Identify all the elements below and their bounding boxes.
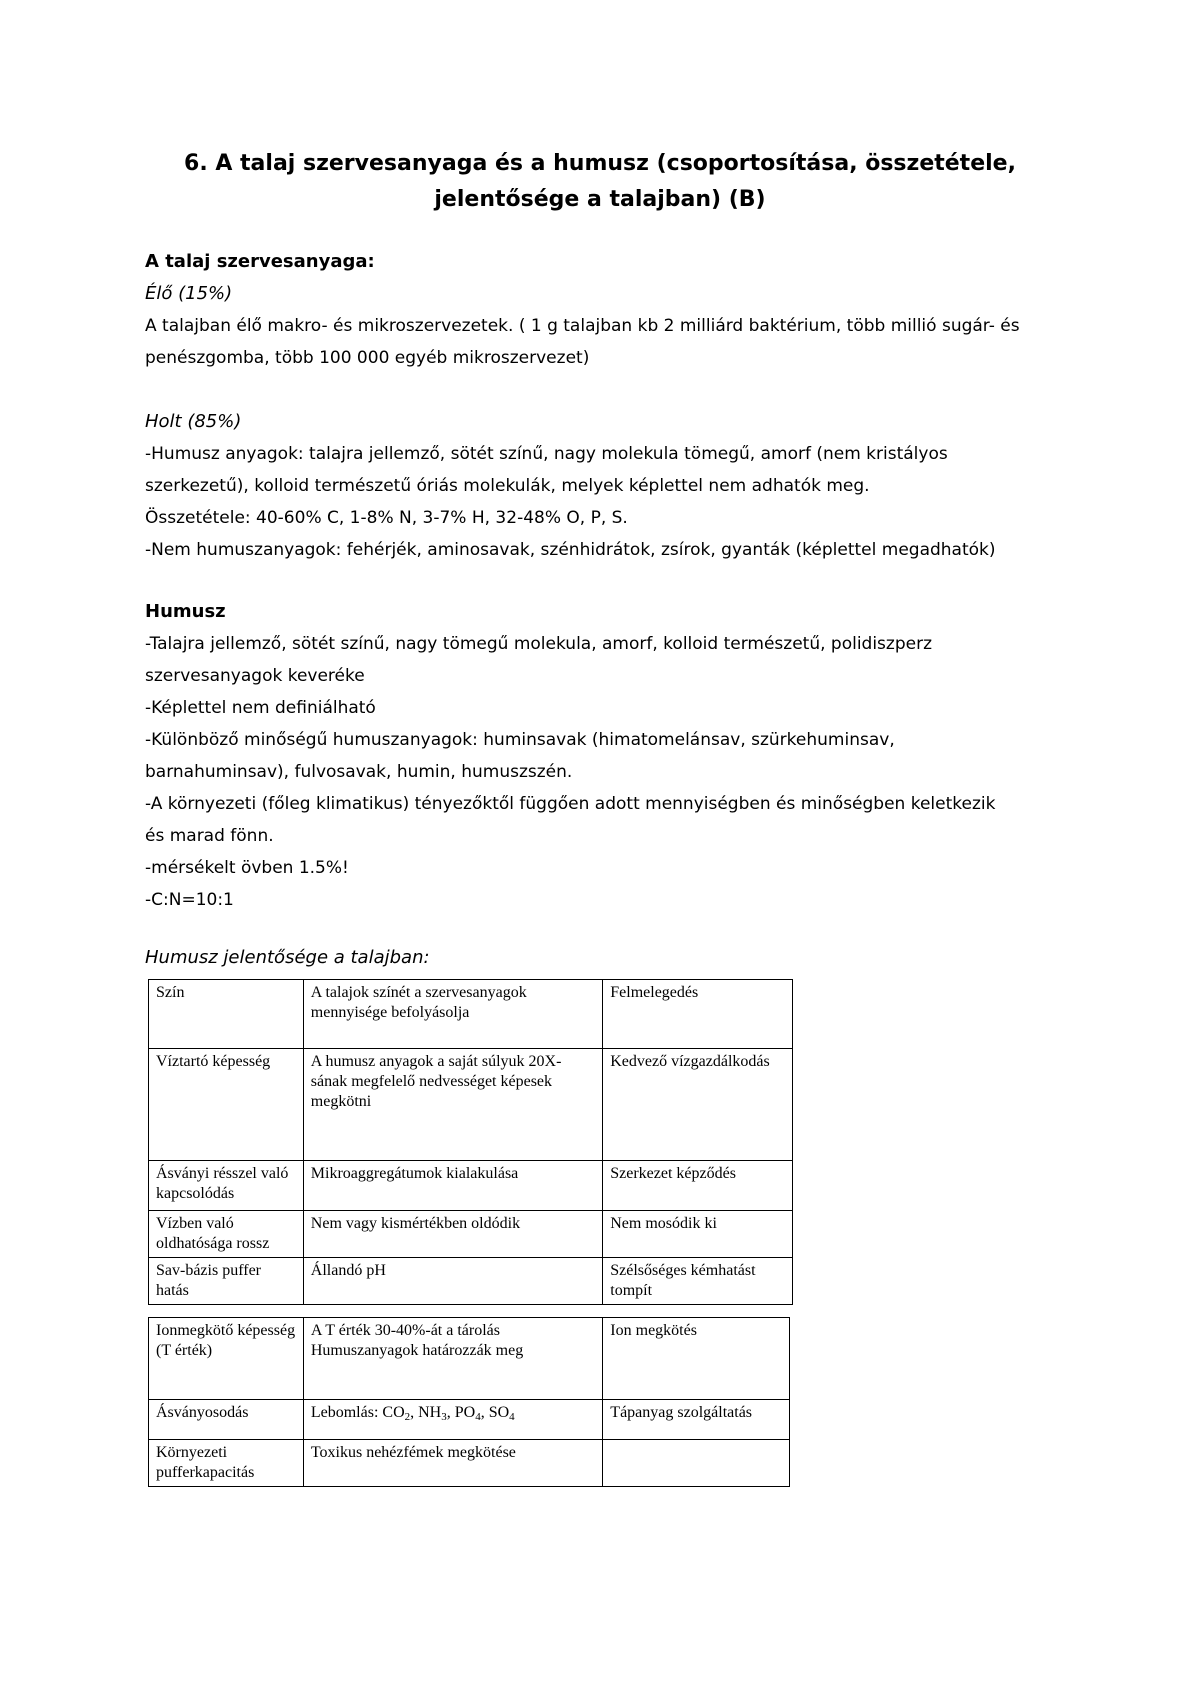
paragraph-line: szerkezetű), kolloid természetű óriás molekulák, melyek képlettel nem adhatók meg.	[145, 476, 870, 496]
table-caption: Humusz jelentősége a talajban:	[145, 947, 430, 968]
table-cell	[603, 1440, 790, 1487]
section-organic-matter	[145, 246, 1095, 566]
table-row	[149, 1318, 790, 1400]
table-cell: Felmelegedés	[603, 980, 793, 1049]
table-cell: Ion megkötés	[603, 1318, 790, 1400]
section-humus	[145, 596, 1095, 916]
title-line-2: jelentősége a talajban) (B)	[434, 187, 766, 212]
section-heading: Humusz	[145, 601, 226, 622]
table-row	[149, 1440, 790, 1487]
paragraph-line: -A környezeti (főleg klimatikus) tényezőktől függően adott mennyiségben és minőségben keletkezik	[145, 794, 996, 814]
cell-text: Lebomlás: CO	[310, 1404, 405, 1421]
table-cell: Szerkezet képződés	[603, 1161, 793, 1211]
title-line-1: 6. A talaj szervesanyaga és a humusz (csoportosítása, összetétele,	[184, 151, 1016, 176]
table-row	[149, 1400, 790, 1440]
table-cell: Toxikus nehézfémek megkötése	[303, 1440, 602, 1487]
table-cell: Szélsőséges kémhatást tompít	[603, 1258, 793, 1305]
table-cell: Nem vagy kismértékben oldódik	[303, 1211, 602, 1258]
table-cell: Szín	[149, 980, 304, 1049]
table-cell: Ásványosodás	[149, 1400, 304, 1440]
table-row	[149, 1258, 793, 1305]
page-title	[0, 146, 1200, 218]
table-row	[149, 1049, 793, 1161]
table-cell: Ionmegkötő képesség (T érték)	[149, 1318, 304, 1400]
paragraph-line: -mérsékelt övben 1.5%!	[145, 858, 349, 878]
subscript: 4	[475, 1411, 481, 1423]
table-cell	[303, 1318, 602, 1400]
table-cell: A talajok színét a szervesanyagok mennyisége befolyásolja	[303, 980, 602, 1049]
paragraph-line: -C:N=10:1	[145, 890, 234, 910]
table-cell: A humusz anyagok a saját súlyuk 20X-sának megfelelő nedvességet képesek megkötni	[303, 1049, 602, 1161]
subscript: 3	[441, 1411, 447, 1423]
table-cell: Állandó pH	[303, 1258, 602, 1305]
subscript: 2	[404, 1411, 411, 1423]
table-row	[149, 980, 793, 1049]
paragraph-line: -Humusz anyagok: talajra jellemző, sötét színű, nagy molekula tömegű, amorf (nem kristályos	[145, 444, 948, 464]
paragraph-line: szervesanyagok keveréke	[145, 666, 365, 686]
section-heading: A talaj szervesanyaga:	[145, 251, 375, 272]
cell-line: Humuszanyagok határozzák meg	[310, 1342, 524, 1359]
paragraph-line: -Nem humuszanyagok: fehérjék, aminosavak, szénhidrátok, zsírok, gyanták (képlettel megadhatók)	[145, 540, 996, 560]
table-cell: Tápanyag szolgáltatás	[603, 1400, 790, 1440]
paragraph-line: és marad fönn.	[145, 826, 274, 846]
table-row	[149, 1211, 793, 1258]
table-cell: Víztartó képesség	[149, 1049, 304, 1161]
table-cell: Sav-bázis puffer hatás	[149, 1258, 304, 1305]
table-cell: Mikroaggregátumok kialakulása	[303, 1161, 602, 1211]
paragraph-line: Összetétele: 40-60% C, 1-8% N, 3-7% H, 32-48% O, P, S.	[145, 508, 628, 528]
dead-heading: Holt (85%)	[145, 411, 242, 432]
table-cell: Vízben való oldhatósága rossz	[149, 1211, 304, 1258]
paragraph-line: -Képlettel nem definiálható	[145, 698, 376, 718]
table-cell: Nem mosódik ki	[603, 1211, 793, 1258]
paragraph-line: barnahuminsav), fulvosavak, humin, humuszszén.	[145, 762, 573, 782]
table-cell	[303, 1400, 602, 1440]
table-cell: Kedvező vízgazdálkodás	[603, 1049, 793, 1161]
paragraph-line: -Különböző minőségű humuszanyagok: huminsavak (himatomelánsav, szürkehuminsav,	[145, 730, 895, 750]
table-cell: Környezeti pufferkapacitás	[149, 1440, 304, 1487]
table-cell: Ásványi résszel való kapcsolódás	[149, 1161, 304, 1211]
paragraph-line: A talajban élő makro- és mikroszervezetek. ( 1 g talajban kb 2 milliárd baktérium, több millió sugár- és	[145, 316, 1020, 336]
cell-line: A T érték 30-40%-át a tárolás	[310, 1322, 500, 1339]
cell-text: , PO	[446, 1404, 476, 1421]
living-heading: Élő (15%)	[145, 283, 233, 304]
table-row	[149, 1161, 793, 1211]
cell-text: , NH	[410, 1404, 442, 1421]
humus-significance-table-1	[148, 979, 793, 1305]
paragraph-line: -Talajra jellemző, sötét színű, nagy tömegű molekula, amorf, kolloid természetű, polidiszperz	[145, 634, 932, 654]
cell-text: , SO	[480, 1404, 510, 1421]
subscript: 4	[509, 1411, 515, 1423]
paragraph-line: penészgomba, több 100 000 egyéb mikroszervezet)	[145, 348, 590, 368]
humus-significance-table-2	[148, 1317, 790, 1487]
